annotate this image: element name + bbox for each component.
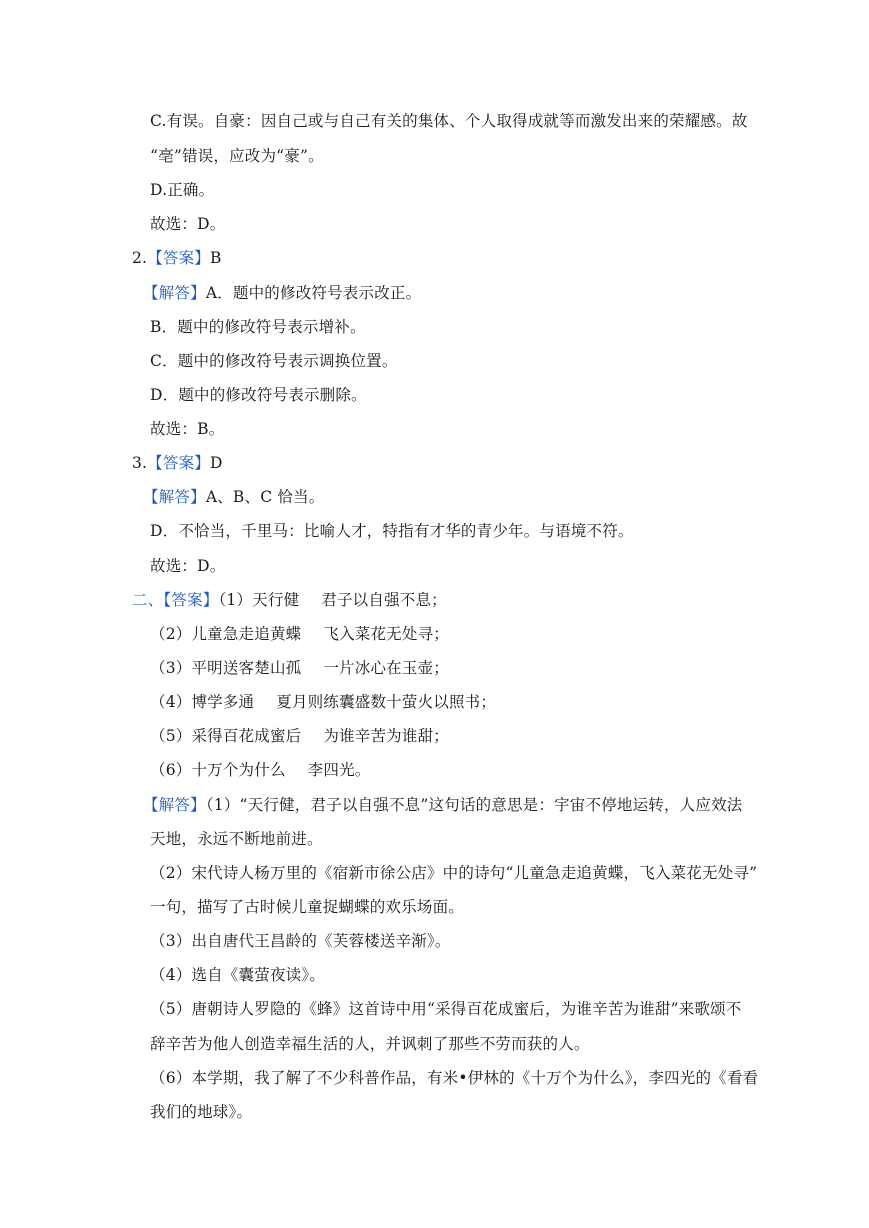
- q3-number: 3.: [132, 454, 148, 472]
- part2-answer-5: [150, 726, 449, 746]
- q2-analysis-text: A．题中的修改符号表示改正。: [205, 284, 422, 302]
- q2-line: B．题中的修改符号表示增补。: [150, 318, 366, 336]
- q3-analysis-text: A、B、C 恰当。: [205, 488, 325, 506]
- q2-number: 2.: [132, 249, 148, 267]
- option-c-line-1: C.有误。自豪：因自己或与自己有关的集体、个人取得成就等而激发出来的荣耀感。故: [150, 112, 748, 130]
- answer-part-a: （2）儿童急走追黄蝶: [150, 625, 302, 643]
- q3-conclusion: 故选：D。: [150, 557, 226, 575]
- answer-part-b: 李四光。: [307, 761, 371, 779]
- q2-conclusion: 故选：B。: [150, 420, 225, 438]
- part2-answer-1b: 君子以自强不息；: [321, 591, 447, 609]
- part2-analysis-line: [143, 795, 742, 815]
- part2-answer-1a: （1）天行健: [218, 591, 300, 609]
- answer-part-a: （3）平明送客楚山孤: [150, 659, 302, 677]
- analysis-line: （5）唐朝诗人罗隐的《蜂》这首诗中用“采得百花成蜜后，为谁辛苦为谁甜”来歌颂不: [150, 1000, 742, 1018]
- q3-answer-value: D: [210, 454, 223, 472]
- q3-answer-line: [132, 453, 223, 473]
- option-c-line-2: “亳”错误，应改为“豪”。: [150, 147, 324, 165]
- q3-answer-tag: 【答案】: [147, 454, 211, 472]
- analysis-line: 天地，永远不断地前进。: [150, 830, 323, 848]
- analysis-line: （2）宋代诗人杨万里的《宿新市徐公店》中的诗句“儿童急走追黄蝶，飞入菜花无处寻”: [150, 864, 758, 882]
- q3-analysis-line: [143, 487, 324, 507]
- answer-part-a: （5）采得百花成蜜后: [150, 727, 302, 745]
- q2-analysis-tag: 【解答】: [143, 284, 206, 302]
- q2-answer-tag: 【答案】: [147, 249, 211, 267]
- answer-part-b: 夏月则练囊盛数十萤火以照书；: [276, 693, 497, 711]
- part2-analysis-tag: 【解答】: [143, 796, 206, 814]
- analysis-line: 一句，描写了古时候儿童捉蝴蝶的欢乐场面。: [150, 898, 465, 916]
- part2-answer-line: [132, 590, 447, 610]
- q2-answer-value: B: [210, 249, 222, 267]
- analysis-line: （3）出自唐代王昌龄的《芙蓉楼送辛渐》。: [150, 932, 451, 950]
- q3-analysis-tag: 【解答】: [143, 488, 206, 506]
- option-d-line: D.正确。: [150, 181, 215, 199]
- part2-answer-tag: 【答案】: [163, 591, 219, 609]
- part2-answer-4: [150, 692, 496, 712]
- analysis-line: （6）本学期，我了解了不少科普作品，有米•伊林的《十万个为什么》，李四光的《看看: [150, 1069, 759, 1087]
- q2-line: C．题中的修改符号表示调换位置。: [150, 352, 398, 370]
- part2-answer-2: [150, 624, 449, 644]
- q2-answer-line: [132, 248, 222, 268]
- part2-answer-3: [150, 658, 449, 678]
- answer-part-a: （6）十万个为什么: [150, 761, 286, 779]
- q2-line: D．题中的修改符号表示删除。: [150, 386, 367, 404]
- answer-part-b: 飞入菜花无处寻；: [323, 625, 449, 643]
- conclusion-line: 故选：D。: [150, 215, 226, 233]
- part2-number: 二、: [132, 591, 164, 609]
- answer-part-a: （4）博学多通: [150, 693, 255, 711]
- analysis-line: （4）选自《囊萤夜读》。: [150, 966, 326, 984]
- q2-analysis-line: [143, 283, 421, 303]
- part2-answer-6: [150, 760, 370, 780]
- analysis-line: 我们的地球》。: [150, 1103, 253, 1121]
- q3-line: D．不恰当，千里马：比喻人才，特指有才华的青少年。与语境不符。: [150, 522, 634, 540]
- answer-part-b: 为谁辛苦为谁甜；: [323, 727, 449, 745]
- part2-analysis-text: （1）“天行健，君子以自强不息”这句话的意思是：宇宙不停地运转，人应效法: [205, 796, 743, 814]
- answer-part-b: 一片冰心在玉壶；: [323, 659, 449, 677]
- analysis-line: 辞辛苦为他人创造幸福生活的人，并讽刺了那些不劳而获的人。: [150, 1035, 590, 1053]
